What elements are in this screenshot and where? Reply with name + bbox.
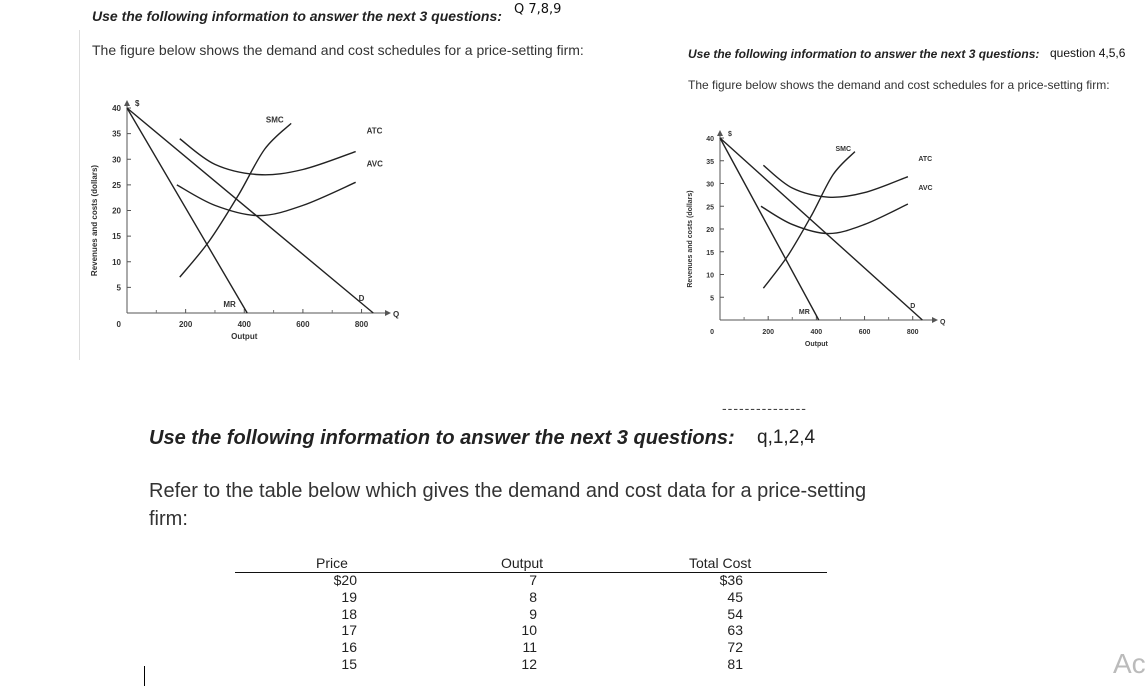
y-tick-label: 35 bbox=[706, 158, 714, 166]
curve-label-avc: AVC bbox=[918, 185, 933, 193]
curve-smc bbox=[763, 152, 855, 289]
curve-avc bbox=[177, 182, 356, 215]
left-subtitle: The figure below shows the demand and cost schedules for a price-setting firm: bbox=[92, 42, 584, 58]
curve-smc bbox=[180, 123, 291, 277]
x-axis-arrow bbox=[385, 310, 391, 316]
curve-label-smc: SMC bbox=[265, 115, 284, 125]
right-subtitle: The figure below shows the demand and cost schedules for a price-setting firm: bbox=[688, 78, 1110, 92]
y-tick-label: 20 bbox=[112, 206, 121, 216]
y-tick-label: 40 bbox=[706, 136, 714, 143]
x-tick-label: 400 bbox=[810, 329, 823, 336]
curve-label-mr: MR bbox=[798, 309, 810, 316]
y-tick-label: 40 bbox=[112, 104, 121, 113]
x-axis-arrow bbox=[932, 317, 938, 323]
y-tick-label: 25 bbox=[706, 204, 714, 212]
output-column: 7 8 9 10 11 12 bbox=[521, 572, 537, 672]
y-tick-label: 30 bbox=[706, 181, 714, 189]
x-tick-label: 400 bbox=[237, 320, 251, 329]
curve-label-avc: AVC bbox=[366, 159, 383, 169]
y-tick-label: 20 bbox=[706, 227, 714, 234]
y-axis-title: Revenues and costs (dollars) bbox=[687, 190, 694, 288]
x-tick-label: 200 bbox=[178, 320, 193, 329]
x-tick-label: 200 bbox=[762, 329, 775, 336]
x-tick-label: 600 bbox=[858, 329, 871, 336]
y-axis-symbol: $ bbox=[728, 131, 732, 138]
header-output: Output bbox=[501, 555, 544, 571]
curve-label-smc: SMC bbox=[835, 146, 852, 154]
curve-atc bbox=[180, 139, 356, 175]
truncated-label: Ac bbox=[1113, 648, 1146, 679]
header-total-cost: Total Cost bbox=[689, 555, 752, 571]
curve-label-mr: MR bbox=[223, 300, 236, 309]
separator-dashes: --------------- bbox=[722, 400, 807, 416]
center-tag: q,1,2,4 bbox=[757, 427, 816, 448]
left-divider bbox=[79, 30, 80, 360]
right-tag: question 4,5,6 bbox=[1050, 46, 1126, 60]
y-tick-label: 15 bbox=[706, 249, 714, 257]
y-tick-label: 5 bbox=[116, 283, 121, 293]
x-axis-symbol: Q bbox=[940, 319, 946, 326]
curve-label-atc: ATC bbox=[918, 155, 933, 163]
center-heading: Use the following information to answer the next 3 questions: bbox=[149, 427, 735, 449]
y-axis-arrow bbox=[124, 100, 130, 106]
x-tick-label: 600 bbox=[296, 320, 310, 329]
left-chart bbox=[85, 70, 405, 360]
y-tick-label: 5 bbox=[710, 295, 714, 303]
x-axis-title: Output bbox=[231, 332, 258, 341]
curve-label-d: D bbox=[358, 294, 365, 303]
origin-label: 0 bbox=[710, 329, 714, 336]
left-heading: Use the following information to answer the next 3 questions: bbox=[92, 8, 502, 24]
curve-d bbox=[720, 138, 922, 320]
left-tag: Q 7,8,9 bbox=[514, 2, 562, 17]
y-tick-label: 10 bbox=[706, 272, 714, 280]
y-axis-title: Revenues and costs (dollars) bbox=[90, 164, 99, 277]
x-axis-title: Output bbox=[804, 341, 828, 348]
y-axis-arrow bbox=[717, 130, 723, 136]
y-axis-symbol: $ bbox=[135, 99, 140, 108]
x-axis-symbol: Q bbox=[393, 310, 400, 319]
curve-label-d: D bbox=[910, 303, 916, 310]
price-column: $20 19 18 17 16 15 bbox=[333, 572, 357, 672]
x-tick-label: 800 bbox=[354, 320, 369, 329]
y-tick-label: 35 bbox=[112, 129, 121, 139]
y-tick-label: 10 bbox=[112, 257, 121, 267]
curve-d bbox=[127, 108, 373, 313]
header-price: Price bbox=[316, 555, 348, 571]
curve-label-atc: ATC bbox=[366, 126, 383, 136]
origin-label: 0 bbox=[116, 320, 121, 329]
y-tick-label: 25 bbox=[112, 180, 121, 190]
y-tick-label: 30 bbox=[112, 155, 121, 165]
x-tick-label: 800 bbox=[906, 329, 919, 336]
text-cursor bbox=[144, 666, 145, 686]
right-chart bbox=[682, 100, 946, 360]
right-heading: Use the following information to answer the next 3 questions: bbox=[688, 47, 1040, 61]
curve-avc bbox=[761, 204, 908, 234]
total-cost-column: $36 45 54 63 72 81 bbox=[719, 572, 743, 672]
refer-text: Refer to the table below which gives the demand and cost data for a price-setting firm: bbox=[149, 480, 867, 530]
y-tick-label: 15 bbox=[112, 232, 121, 242]
